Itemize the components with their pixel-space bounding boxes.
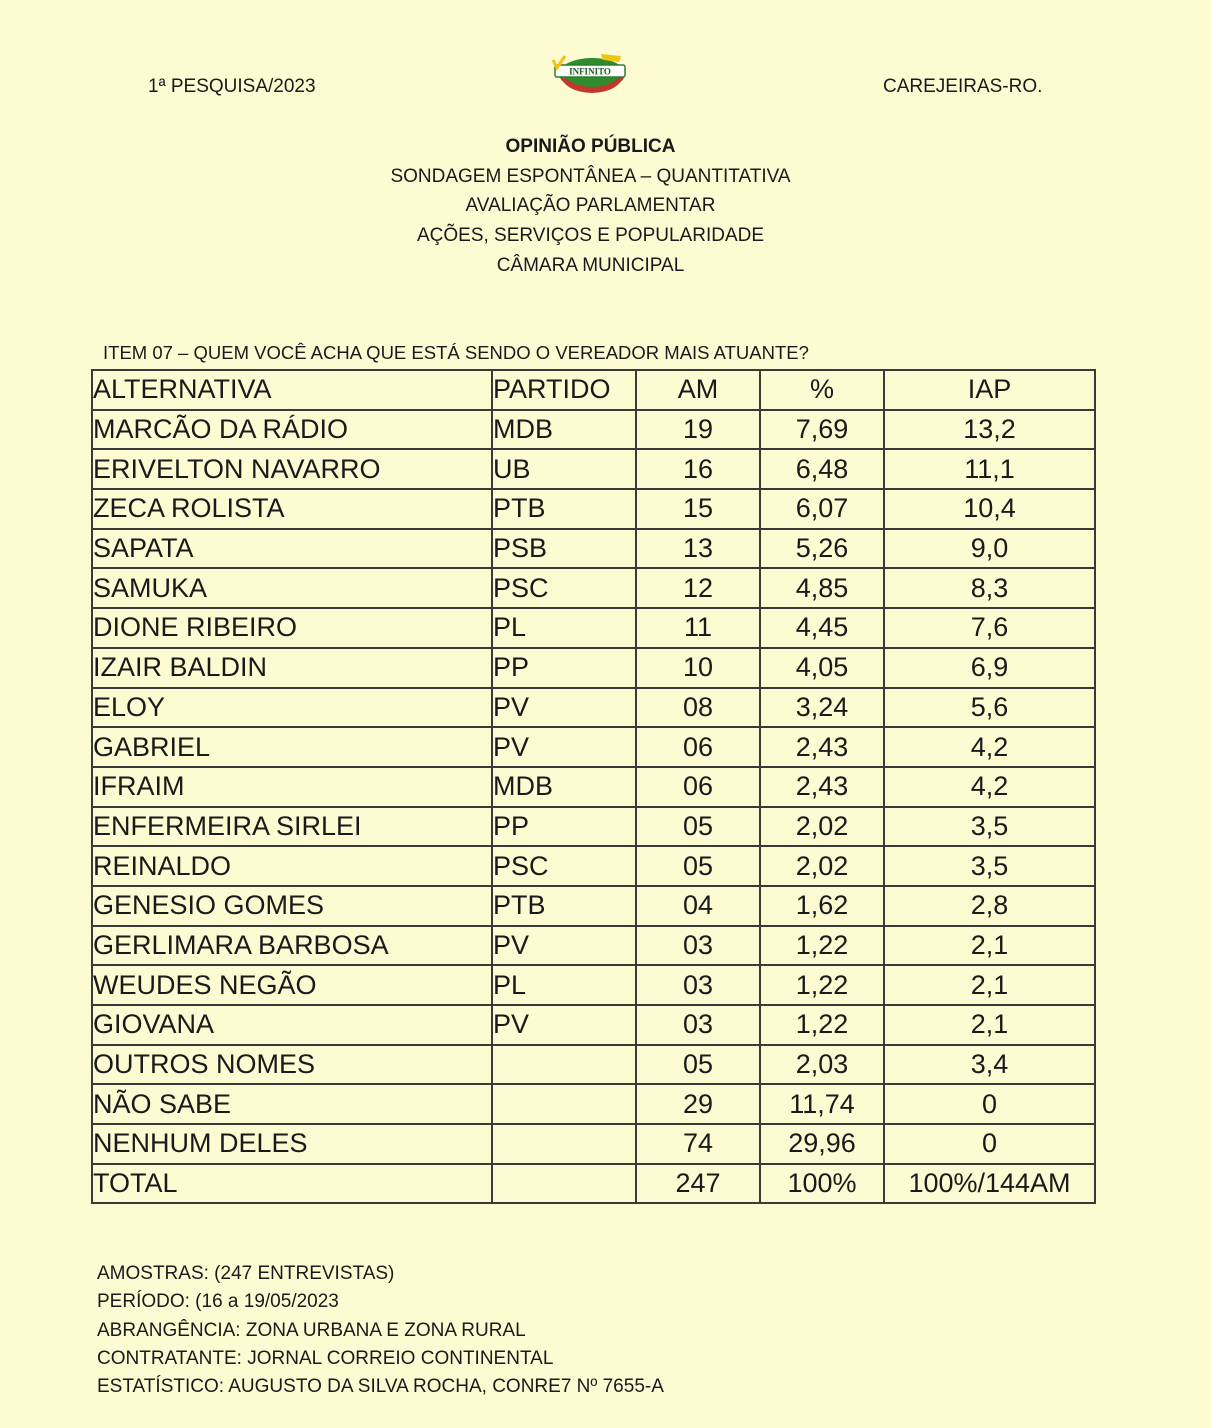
cell-name: ZECA ROLISTA (92, 489, 492, 529)
cell-iap: 0 (884, 1084, 1095, 1124)
cell-pct: 2,02 (760, 807, 884, 847)
title-block (0, 132, 1181, 281)
cell-party: PV (492, 727, 636, 767)
cell-party (492, 1164, 636, 1204)
cell-iap: 100%/144AM (884, 1164, 1095, 1204)
cell-name: OUTROS NOMES (92, 1045, 492, 1085)
cell-name: SAMUKA (92, 568, 492, 608)
cell-party: PV (492, 926, 636, 966)
cell-name: MARCÃO DA RÁDIO (92, 410, 492, 450)
cell-pct: 4,45 (760, 608, 884, 648)
subtitle-line: CÂMARA MUNICIPAL (496, 254, 685, 276)
table-row (92, 1164, 1095, 1204)
column-header-alternativa: ALTERNATIVA (92, 370, 492, 410)
cell-party: PSB (492, 529, 636, 569)
cell-pct: 6,07 (760, 489, 884, 529)
cell-pct: 1,22 (760, 965, 884, 1005)
cell-iap: 11,1 (884, 449, 1095, 489)
footer-contractor: CONTRATANTE: JORNAL CORREIO CONTINENTAL (97, 1347, 554, 1369)
cell-name: ELOY (92, 688, 492, 728)
table-row (92, 1045, 1095, 1085)
cell-iap: 9,0 (884, 529, 1095, 569)
table-row (92, 1005, 1095, 1045)
cell-iap: 3,5 (884, 846, 1095, 886)
footer-notes (97, 1260, 664, 1401)
cell-iap: 0 (884, 1124, 1095, 1164)
cell-party: PSC (492, 568, 636, 608)
table-row (92, 886, 1095, 926)
cell-am: 03 (636, 926, 760, 966)
cell-name: IZAIR BALDIN (92, 648, 492, 688)
logo-text: INFINITO (569, 66, 611, 77)
table-row (92, 1084, 1095, 1124)
table-row (92, 410, 1095, 450)
cell-pct: 11,74 (760, 1084, 884, 1124)
cell-am: 03 (636, 1005, 760, 1045)
table-row (92, 807, 1095, 847)
cell-pct: 4,05 (760, 648, 884, 688)
table-row (92, 965, 1095, 1005)
cell-am: 05 (636, 1045, 760, 1085)
cell-name: DIONE RIBEIRO (92, 608, 492, 648)
cell-name: GENESIO GOMES (92, 886, 492, 926)
cell-iap: 2,1 (884, 965, 1095, 1005)
cell-name: SAPATA (92, 529, 492, 569)
cell-name: NÃO SABE (92, 1084, 492, 1124)
cell-am: 04 (636, 886, 760, 926)
cell-iap: 6,9 (884, 648, 1095, 688)
cell-party: PSC (492, 846, 636, 886)
column-header-percent: % (760, 370, 884, 410)
table-row (92, 568, 1095, 608)
cell-am: 05 (636, 807, 760, 847)
cell-am: 74 (636, 1124, 760, 1164)
table-row (92, 449, 1095, 489)
cell-name: WEUDES NEGÃO (92, 965, 492, 1005)
cell-party: PTB (492, 886, 636, 926)
cell-pct: 4,85 (760, 568, 884, 608)
footer-coverage: ABRANGÊNCIA: ZONA URBANA E ZONA RURAL (97, 1319, 526, 1341)
subtitle-line: AÇÕES, SERVIÇOS E POPULARIDADE (416, 225, 765, 247)
cell-am: 19 (636, 410, 760, 450)
cell-iap: 7,6 (884, 608, 1095, 648)
cell-name: ENFERMEIRA SIRLEI (92, 807, 492, 847)
cell-am: 16 (636, 449, 760, 489)
cell-party: PL (492, 608, 636, 648)
location: CAREJEIRAS-RO. (883, 76, 1043, 97)
cell-pct: 2,43 (760, 727, 884, 767)
cell-party: PTB (492, 489, 636, 529)
table-row (92, 648, 1095, 688)
cell-pct: 5,26 (760, 529, 884, 569)
cell-am: 15 (636, 489, 760, 529)
table-header-row (92, 370, 1095, 410)
survey-number: 1ª PESQUISA/2023 (148, 76, 316, 97)
footer-samples: AMOSTRAS: (247 ENTREVISTAS) (97, 1263, 395, 1284)
column-header-am: AM (636, 370, 760, 410)
footer-statistician: ESTATÍSTICO: AUGUSTO DA SILVA ROCHA, CONRE7 Nº 7655-A (97, 1376, 664, 1398)
cell-name: IFRAIM (92, 767, 492, 807)
cell-am: 06 (636, 727, 760, 767)
cell-party: PL (492, 965, 636, 1005)
cell-pct: 2,43 (760, 767, 884, 807)
cell-name: GABRIEL (92, 727, 492, 767)
cell-iap: 3,4 (884, 1045, 1095, 1085)
table-row (92, 846, 1095, 886)
cell-pct: 6,48 (760, 449, 884, 489)
subtitle-line: AVALIAÇÃO PARLAMENTAR (465, 195, 716, 217)
cell-pct: 100% (760, 1164, 884, 1204)
cell-pct: 1,22 (760, 1005, 884, 1045)
cell-am: 08 (636, 688, 760, 728)
cell-party: PV (492, 1005, 636, 1045)
cell-party (492, 1124, 636, 1164)
table-row (92, 727, 1095, 767)
table-row (92, 1124, 1095, 1164)
cell-am: 11 (636, 608, 760, 648)
cell-pct: 3,24 (760, 688, 884, 728)
column-header-iap: IAP (884, 370, 1095, 410)
cell-party: MDB (492, 767, 636, 807)
table-row (92, 767, 1095, 807)
cell-name: NENHUM DELES (92, 1124, 492, 1164)
cell-party (492, 1084, 636, 1124)
table-row (92, 926, 1095, 966)
cell-iap: 4,2 (884, 727, 1095, 767)
cell-iap: 5,6 (884, 688, 1095, 728)
cell-party: PP (492, 648, 636, 688)
cell-party (492, 1045, 636, 1085)
results-table (91, 369, 1096, 1204)
cell-iap: 3,5 (884, 807, 1095, 847)
cell-name: TOTAL (92, 1164, 492, 1204)
cell-pct: 1,22 (760, 926, 884, 966)
table-row (92, 608, 1095, 648)
cell-am: 06 (636, 767, 760, 807)
column-header-partido: PARTIDO (492, 370, 636, 410)
cell-name: REINALDO (92, 846, 492, 886)
main-title: OPINIÃO PÚBLICA (505, 136, 676, 157)
cell-pct: 7,69 (760, 410, 884, 450)
cell-pct: 1,62 (760, 886, 884, 926)
cell-iap: 2,1 (884, 1005, 1095, 1045)
cell-pct: 2,03 (760, 1045, 884, 1085)
cell-am: 13 (636, 529, 760, 569)
cell-name: ERIVELTON NAVARRO (92, 449, 492, 489)
cell-pct: 2,02 (760, 846, 884, 886)
cell-am: 12 (636, 568, 760, 608)
cell-party: UB (492, 449, 636, 489)
company-logo (549, 48, 631, 96)
cell-am: 247 (636, 1164, 760, 1204)
cell-pct: 29,96 (760, 1124, 884, 1164)
cell-party: PV (492, 688, 636, 728)
cell-am: 10 (636, 648, 760, 688)
cell-party: MDB (492, 410, 636, 450)
cell-am: 29 (636, 1084, 760, 1124)
cell-iap: 8,3 (884, 568, 1095, 608)
cell-iap: 13,2 (884, 410, 1095, 450)
table-row (92, 529, 1095, 569)
footer-period: PERÍODO: (16 a 19/05/2023 (97, 1291, 339, 1313)
subtitle-line: SONDAGEM ESPONTÂNEA – QUANTITATIVA (390, 165, 791, 187)
cell-iap: 10,4 (884, 489, 1095, 529)
table-row (92, 688, 1095, 728)
table-row (92, 489, 1095, 529)
question-text: ITEM 07 – QUEM VOCÊ ACHA QUE ESTÁ SENDO O VEREADOR MAIS ATUANTE? (103, 342, 809, 363)
cell-am: 03 (636, 965, 760, 1005)
cell-name: GERLIMARA BARBOSA (92, 926, 492, 966)
cell-iap: 2,8 (884, 886, 1095, 926)
cell-iap: 4,2 (884, 767, 1095, 807)
cell-party: PP (492, 807, 636, 847)
cell-iap: 2,1 (884, 926, 1095, 966)
cell-am: 05 (636, 846, 760, 886)
cell-name: GIOVANA (92, 1005, 492, 1045)
